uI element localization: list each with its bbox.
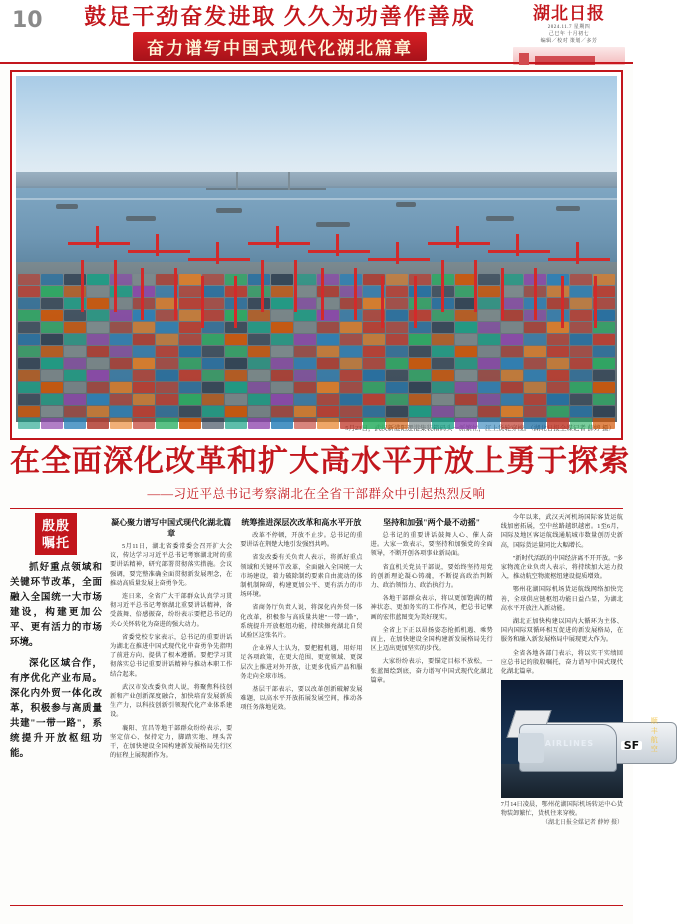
article-paragraph: 5月11日，湖北省委常委会召开扩大会议，传达学习习近平总书记考察湖北时的重要讲话精神，研究部署贯彻落实措施。会议强调，要完整准确全面贯彻新发展理念，在推动高质量发展上奋勇争先。 <box>110 543 233 587</box>
column-2 <box>110 513 232 903</box>
airline-name-cn: 顺丰航空 <box>650 717 659 754</box>
sidebar-badge-line2: 嘱托 <box>41 535 70 550</box>
banner-slogan-primary: 鼓足干劲奋发进取 久久为功善作善成 <box>84 4 476 29</box>
article-paragraph: 大家纷纷表示，要锚定目标不放松，一张蓝图绘到底，奋力谱写中国式现代化湖北篇章。 <box>370 658 493 684</box>
page-title: 在全面深化改革和扩大高水平开放上勇于探索 <box>10 445 630 478</box>
sky-region <box>16 76 617 186</box>
banner-slogan-secondary: 奋力谱写中国式现代化湖北篇章 <box>133 32 427 61</box>
sidebar-quotes <box>10 561 102 762</box>
body-columns <box>10 513 659 903</box>
secondary-photo <box>501 680 659 798</box>
article-paragraph: 省委党校专家表示，总书记的重要讲话为湖北在推进中国式现代化中奋勇争先指明了前进方向、提供了根本遵循。要把学习贯彻落实总书记重要讲话精神与推动本职工作结合起来。 <box>110 633 233 678</box>
masthead <box>0 0 633 64</box>
nameplate-title: 湖北日报 <box>533 4 605 23</box>
article-paragraph: 省直机关党员干部说，要始终坚持用党的创新理论凝心铸魂，不断提高政治判断力、政治领悟力、政治执行力。 <box>370 563 493 590</box>
column-3-heading: 统筹推进深层次改革和高水平开放 <box>241 518 362 527</box>
article-paragraph: "新时代活跃的中国经济离不开开放。"多家物流企业负责人表示，将持续加大运力投入，推动航空物流枢纽建设提质增效。 <box>500 554 623 581</box>
article-paragraph: 连日来，全省广大干部群众认真学习贯彻习近平总书记考察湖北重要讲话精神，备受鼓舞、倍感振奋，纷纷表示要把总书记的关心关怀转化为奋进的强大动力。 <box>110 593 233 628</box>
nameplate-date: 2024.11.7 星期四 <box>547 25 591 30</box>
headline-block <box>10 444 630 502</box>
article-paragraph: 各地干部群众表示，将以更加饱满的精神状态、更加务实的工作作风，把总书记擘画的宏伟蓝图变为美好现实。 <box>370 595 493 621</box>
column-4 <box>371 513 493 903</box>
bridge-icon <box>206 172 326 194</box>
article-paragraph: 全省各地各部门表示，将以实干实绩回应总书记的殷殷嘱托，奋力谱写中国式现代化湖北篇章。 <box>500 649 623 676</box>
headline-divider <box>10 508 623 509</box>
airline-wordmark: AIRLINES <box>544 739 595 749</box>
secondary-photo-caption: 7月14日凌晨，鄂州花湖国际机场转运中心货物装卸繁忙，货机往来穿梭。 <box>500 801 623 818</box>
campaign-banner <box>60 4 500 61</box>
cargo-truck-icon <box>519 724 617 772</box>
article-paragraph: 改革不停顿，开放不止步。总书记的重要讲话在荆楚大地引发强烈共鸣。 <box>240 532 363 549</box>
page-subtitle: ——习近平总书记考察湖北在全省干部群众中引起热烈反响 <box>147 487 486 501</box>
column-sidebar <box>10 513 102 903</box>
article-paragraph: 襄阳、宜昌等地干部群众纷纷表示，要坚定信心、保持定力，脚踏实地、埋头苦干，在加快建设全国构建新发展格局先行区的征程上展现新作为。 <box>110 724 233 760</box>
hero-photo <box>16 76 617 421</box>
column-4-heading: 坚持和加强"两个最不动摇" <box>383 518 481 527</box>
secondary-photo-credit: （湖北日报全媒记者 薛婷 摄） <box>541 820 623 827</box>
column-5 <box>500 513 659 903</box>
skyline-graphic <box>513 47 625 65</box>
article-paragraph: 湖北正加快构建以国内大循环为主体、国内国际双循环相互促进的新发展格局，在服务和融入新发展格局中展现更大作为。 <box>500 618 623 644</box>
column-3 <box>240 513 362 903</box>
sidebar-quote: 抓好重点领域和关键环节改革，全面融入全国统一大市场建设，构建更加公平、更有活力的市场环境。 <box>10 563 102 648</box>
footer-divider <box>10 905 623 906</box>
sidebar-quote: 深化区域合作，有序优化产业布局。深化内外贸一体化改革，积极参与高质量共建"一带一路"，系统提升开放枢纽功能。 <box>10 659 102 759</box>
sidebar-badge <box>35 513 77 555</box>
article-paragraph: 武汉市发改委负责人说，将聚焦科技创新和产业创新深度融合，加快培育发展新质生产力，以科技创新引领现代化产业体系建设。 <box>110 683 233 719</box>
page-number: 10 <box>12 8 43 33</box>
article-paragraph: 鄂州花湖国际机场货运航线网络加快完善，全球供应链枢纽功能日益凸显，为湖北高水平开放注入新动能。 <box>500 586 623 612</box>
article-paragraph: 总书记的重要讲话鼓舞人心、催人奋进。大家一致表示，要坚持和加强党的全面领导，不断开创各项事业新局面。 <box>370 532 493 558</box>
column-2-heading: 凝心聚力谱写中国式现代化湖北篇章 <box>111 518 232 538</box>
article-paragraph: 企业界人士认为，要把握机遇，用好用足各项政策，在更大范围、更宽领域、更深层次上推进对外开放，让更多优质产品和服务走向全球市场。 <box>240 645 363 680</box>
hero-photo-frame <box>10 70 623 440</box>
article-paragraph: 全省上下正以昂扬姿态抢抓机遇、乘势而上，在加快建设全国构建新发展格局先行区上迈出更加坚实的步伐。 <box>370 626 493 653</box>
nameplate-editor: 编辑／校对 策划／多芳 <box>540 39 598 44</box>
nameplate-lunar-date: 己巳年 十月初七 <box>548 32 590 37</box>
article-paragraph: 今年以来，武汉天河机场国际客货运航线加密拓展，空中丝路越织越密。1至6月，国际及地区客运航线通航城市数量创历史新高，国际货运量同比大幅增长。 <box>500 514 623 549</box>
sidebar-badge-line1: 殷殷 <box>41 518 70 533</box>
article-paragraph: 基层干部表示，要以改革创新破解发展难题，以高水平开放拓展发展空间，推动各项任务落地见效。 <box>240 686 363 712</box>
sf-logo: SF <box>621 741 642 750</box>
article-paragraph: 省发改委有关负责人表示，将抓好重点领域和关键环节改革，全面融入全国统一大市场建设，着力破除制约要素自由流动的体制机制障碍，构建更加公平、更有活力的市场环境。 <box>240 554 363 599</box>
newspaper-nameplate <box>513 4 625 65</box>
article-paragraph: 省商务厅负责人说，将深化内外贸一体化改革，积极参与高质量共建"一带一路"，系统提升开放枢纽功能，持续擦亮湖北自贸试验区这张名片。 <box>240 604 363 640</box>
